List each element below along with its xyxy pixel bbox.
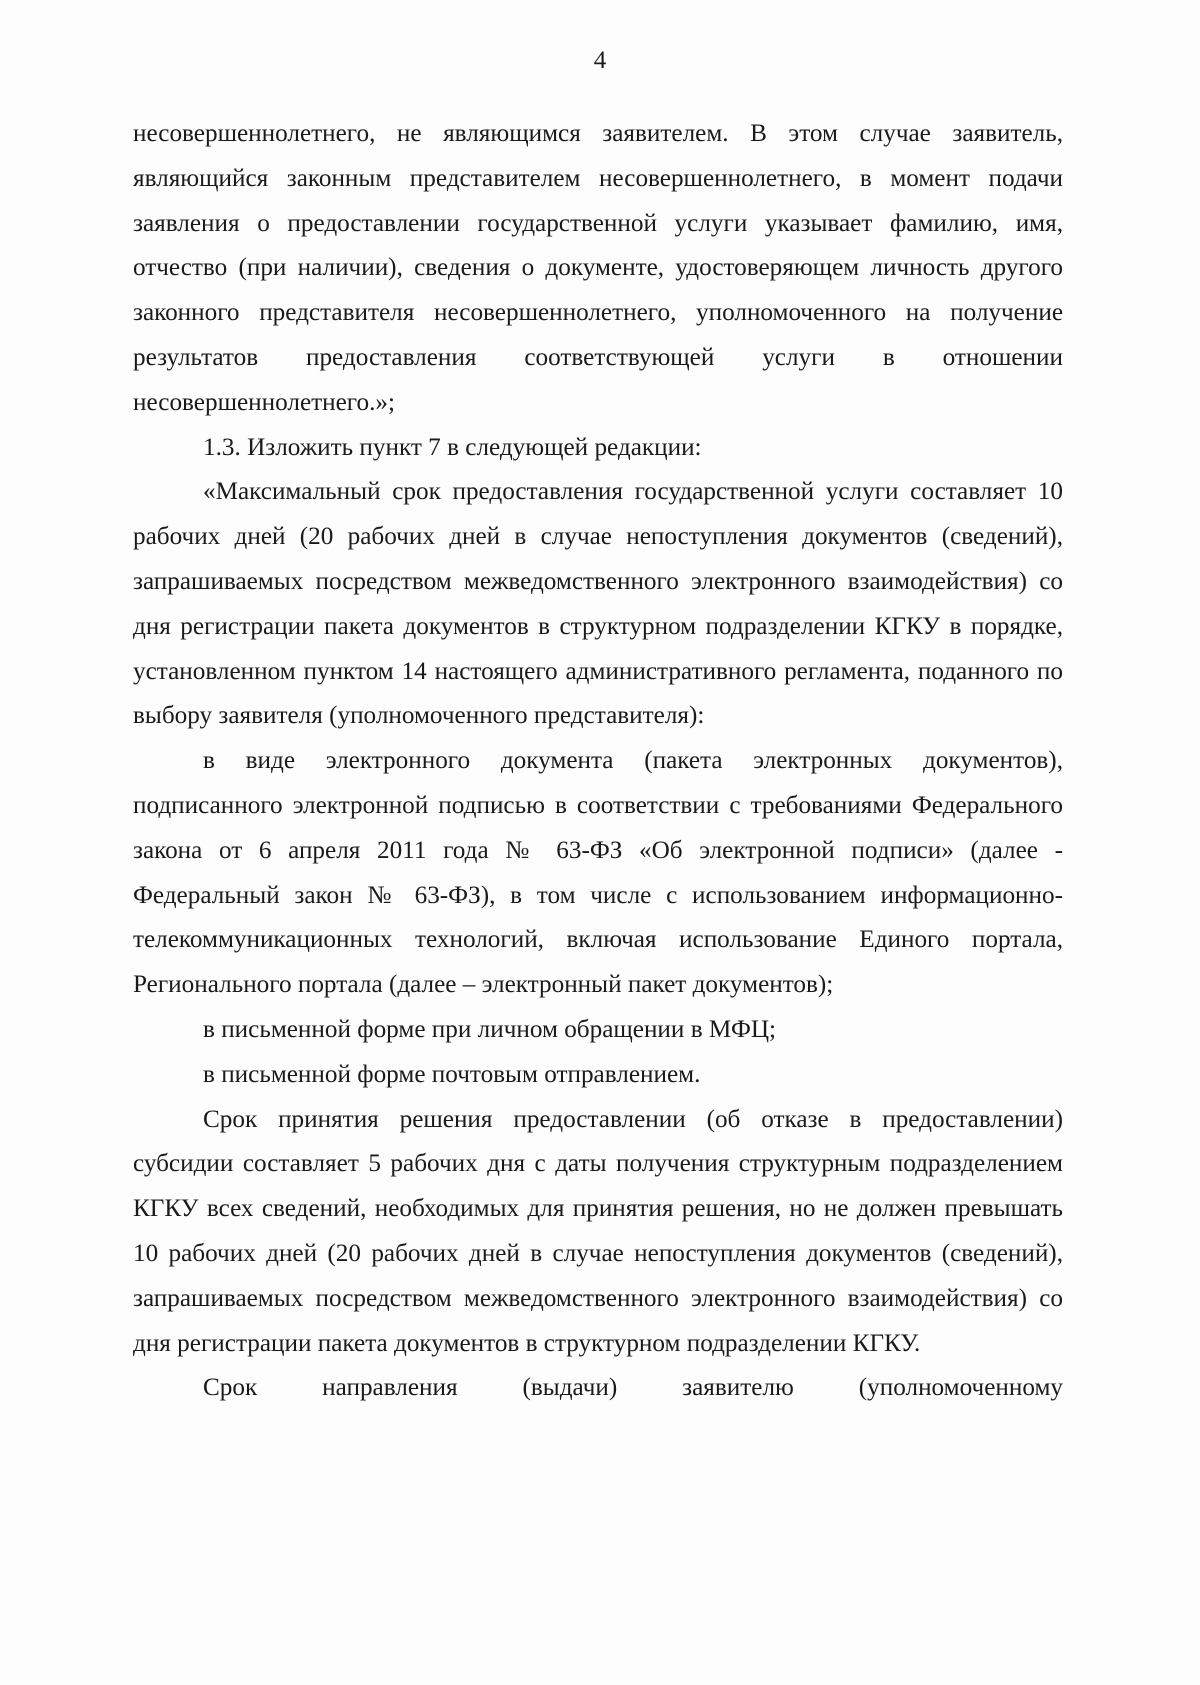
paragraph-decision-term: Срок принятия решения предоставлении (об отказе в предоставлении) субсидии составляет 5 рабочих дня с даты получения структурным подразделением КГКУ всех сведений, необходимых для принятия решения, но не должен превышать 10 рабочих дней (20 рабочих дней в случае непоступления документов (сведений), запрашиваемых посредством межведомственного электронного взаимодействия) со дня регистрации пакета документов в структурном подразделении КГКУ. — [133, 1105, 1063, 1357]
paragraph-continuation: несовершеннолетнего, не являющимся заявителем. В этом случае заявитель, являющийся законным представителем несовершеннолетнего, в момент подачи заявления о предоставлении государственной услуги указывает фамилию, имя, отчество (при наличии), сведения о документе, удостоверяющем личность другого законного представителя несовершеннолетнего, уполномоченного на получение результатов предоставления соответствующей услуги в отношении несовершеннолетнего.»; — [133, 120, 1063, 416]
document-body — [133, 112, 1063, 1411]
paragraph-electronic-document: в виде электронного документа (пакета электронных документов), подписанного электронной подписью в соответствии с требованиями Федерального закона от 6 апреля 2011 года № 63-ФЗ «Об электронной подписи» (далее - Федеральный закон № 63-ФЗ), в том числе с использованием информационно-телекоммуникационных технологий, включая использование Единого портала, Регионального портала (далее – электронный пакет документов); — [133, 747, 1063, 999]
paragraph-delivery-term: Срок направления (выдачи) заявителю (уполномоченному — [203, 1374, 1063, 1402]
page-number: 4 — [593, 47, 607, 74]
paragraph-written-mfc: в письменной форме при личном обращении в МФЦ; — [203, 1015, 777, 1043]
paragraph-amendment-heading: 1.3. Изложить пункт 7 в следующей редакции: — [203, 433, 702, 461]
paragraph-written-mail: в письменной форме почтовым отправлением. — [203, 1060, 701, 1088]
paragraph-max-term: «Максимальный срок предоставления государственной услуги составляет 10 рабочих дней (20 рабочих дней в случае непоступления документов (сведений), запрашиваемых посредством межведомственного электронного взаимодействия) со дня регистрации пакета документов в структурном подразделении КГКУ в порядке, установленном пунктом 14 настоящего административного регламента, поданного по выбору заявителя (уполномоченного представителя): — [133, 478, 1063, 730]
